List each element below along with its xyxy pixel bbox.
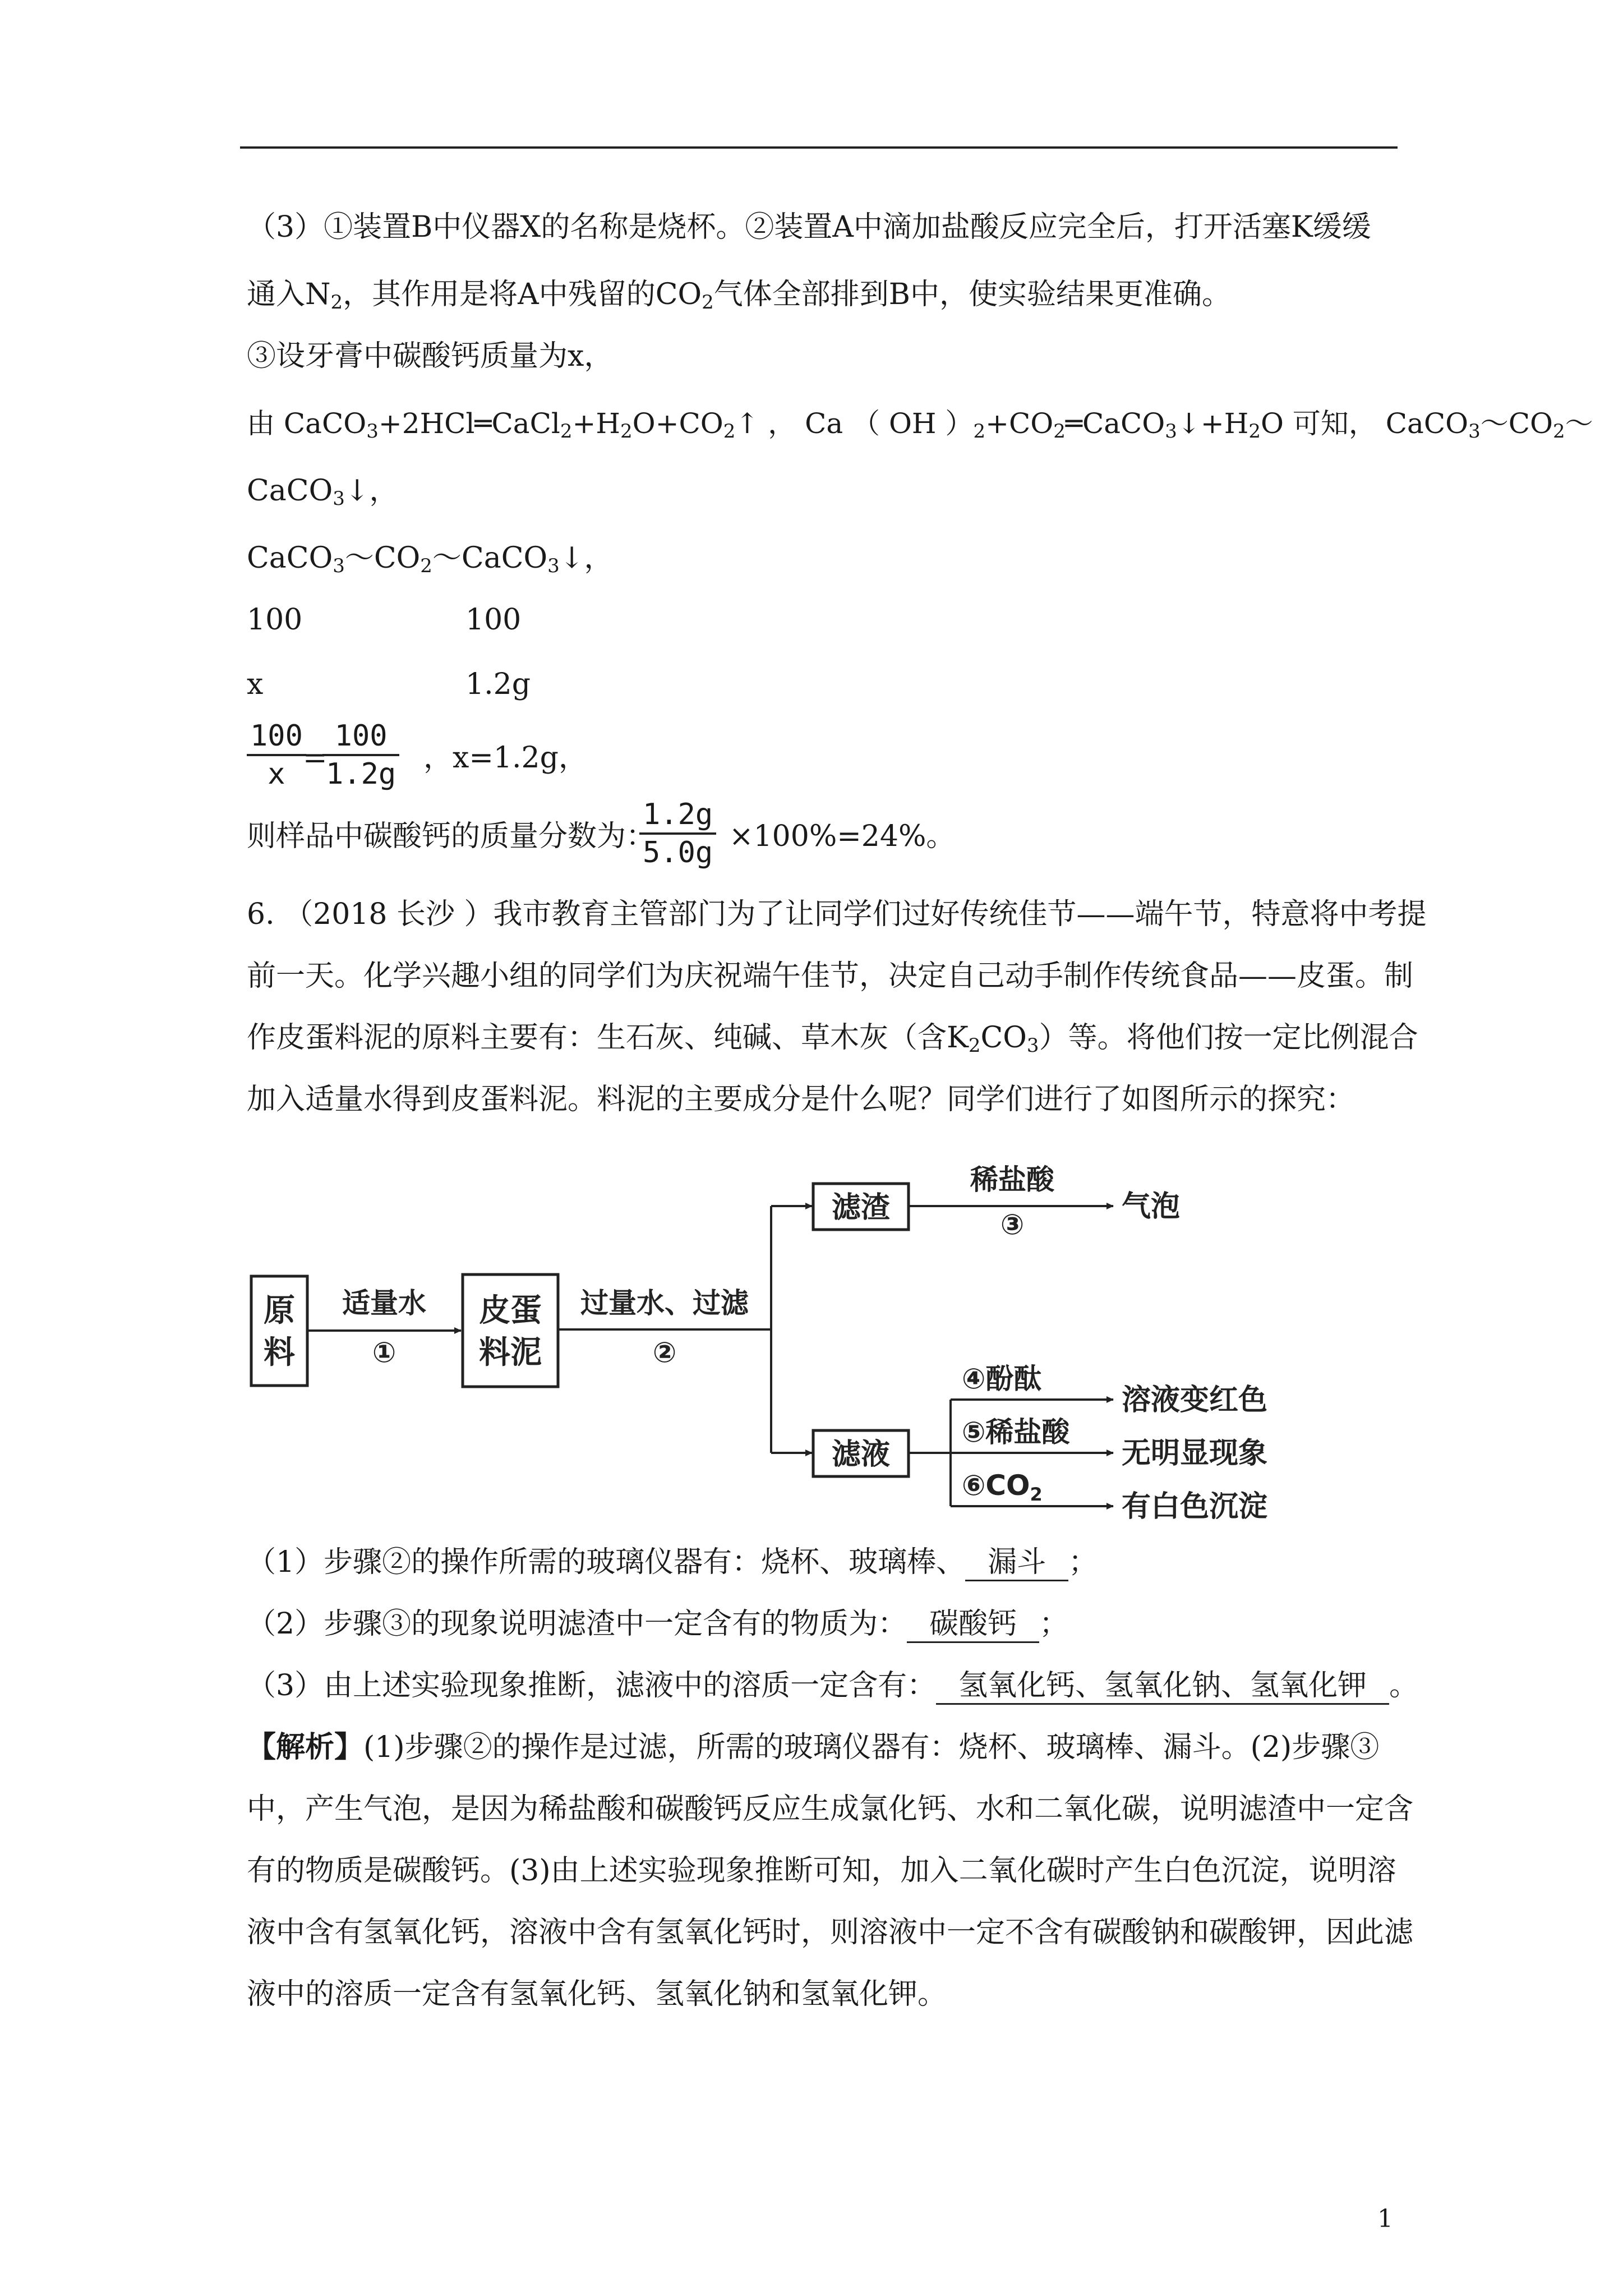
raw-material-char-2: 料	[264, 1335, 295, 1371]
answer-3: （3）由上述实验现象推断，滤液中的溶质一定含有： 氢氧化钙、氢氧化钠、氢氧化钾 。	[247, 1666, 1418, 1705]
answer-1: （1）步骤②的操作所需的玻璃仪器有：烧杯、玻璃棒、 漏斗 ；	[247, 1543, 1098, 1582]
egg-mud-line-2: 料泥	[479, 1335, 542, 1371]
mass-row-2-right: 1.2g	[465, 668, 531, 701]
question-6-line-2: 前一天。化学兴趣小组的同学们为庆祝端午佳节，决定自己动手制作传统食品——皮蛋。制	[247, 959, 1414, 993]
solution-line-2: 通入$N_2$，其作用是将A中残留的$CO_2$气体全部排到B中，使实验结果更准确。	[247, 278, 1231, 314]
explanation-line-3: 有的物质是碳酸钙。(3)由上述实验现象推断可知，加入二氧化碳时产生白色沉淀，说明溶	[247, 1854, 1396, 1888]
result-5: 无明显现象	[1122, 1437, 1268, 1470]
answer-1-blank: 漏斗	[965, 1545, 1068, 1581]
question-6-line-4: 加入适量水得到皮蛋料泥。料泥的主要成分是什么呢？同学们进行了如图所示的探究：	[247, 1083, 1355, 1116]
step-1-label: 适量水	[342, 1287, 426, 1319]
mass-row-1-right: 100	[465, 603, 522, 637]
solution-line-1: （3）①装置B中仪器X的名称是烧杯。②装置A中滴加盐酸反应完全后，打开活塞K缓缓	[247, 210, 1371, 244]
flow-diagram	[247, 1150, 1312, 1520]
step-3-number: ③	[1000, 1208, 1025, 1241]
step-2-number: ②	[652, 1336, 677, 1369]
answer-2-blank: 碳酸钙	[907, 1607, 1039, 1643]
mass-fraction-result: ×100%=24%。	[729, 820, 956, 853]
step-2-label: 过量水、过滤	[580, 1287, 749, 1319]
result-6: 有白色沉淀	[1122, 1490, 1268, 1520]
relation-line: $CaCO_3\sim CO_2\sim CaCO_3↓$，	[247, 541, 614, 577]
reaction-continuation: CaCO$_3$↓，	[247, 474, 399, 510]
step-3-label: 稀盐酸	[970, 1163, 1054, 1196]
solution-x: ，x=1.2g，	[423, 741, 588, 775]
header-rule	[240, 146, 1398, 149]
mass-fraction-prefix: 则样品中碳酸钙的质量分数为：	[247, 820, 656, 853]
explanation-line-1: 【解析】(1)步骤②的操作是过滤，所需的玻璃仪器有：烧杯、玻璃棒、漏斗。(2)步骤③	[247, 1730, 1380, 1764]
egg-mud-line-1: 皮蛋	[479, 1292, 542, 1329]
reaction-equation-line: 由 $CaCO_3+2HCl═CaCl_2+H_2O+CO_2↑$ ， Ca （ OH ）$_2+CO_2═CaCO_3↓+H_2O$ 可知， $CaCO_3\sim CO_2\sim$	[247, 407, 1593, 443]
result-4: 溶液变红色	[1122, 1383, 1268, 1417]
question-6-line-1: 6. （2018 长沙 ）我市教育主管部门为了让同学们过好传统佳节——端午节，特意将中考提	[247, 898, 1427, 931]
answer-3-blank: 氢氧化钙、氢氧化钠、氢氧化钾	[936, 1668, 1389, 1705]
raw-material-char-1: 原	[264, 1292, 295, 1329]
mass-row-2-left: x	[247, 668, 264, 701]
question-6-line-3: 作皮蛋料泥的原料主要有：生石灰、纯碱、草木灰（含$K_2CO_3$）等。将他们按一定比例混合	[247, 1021, 1418, 1057]
answer-2: （2）步骤③的现象说明滤渣中一定含有的物质为： 碳酸钙 ；	[247, 1604, 1068, 1644]
step-1-number: ①	[372, 1336, 396, 1369]
residue-label: 滤渣	[831, 1191, 891, 1225]
mass-row-1-left: 100	[247, 603, 303, 637]
explanation-line-4: 液中含有氢氧化钙，溶液中含有氢氧化钙时，则溶液中一定不含有碳酸钠和碳酸钾，因此滤	[247, 1916, 1414, 1949]
fraction-1: $\frac{100}{x}$	[247, 718, 306, 792]
explanation-tag: 【解析】	[247, 1730, 364, 1764]
fraction-2: $\frac{100}{1.2g}$	[322, 718, 399, 792]
explanation-line-5: 液中的溶质一定含有氢氧化钙、氢氧化钠和氢氧化钾。	[247, 1977, 947, 2011]
mass-fraction: $\frac{1.2g}{5.0g}$	[639, 797, 716, 871]
solution-line-3: ③设牙膏中碳酸钙质量为x，	[247, 339, 614, 373]
explanation-line-2: 中，产生气泡，是因为稀盐酸和碳酸钙反应生成氯化钙、水和二氧化碳，说明滤渣中一定含	[247, 1792, 1414, 1826]
page-number: 1	[1377, 2205, 1393, 2233]
equals-sign: =	[303, 741, 328, 775]
bubbles-result: 气泡	[1122, 1190, 1181, 1223]
filtrate-label: 滤液	[831, 1438, 891, 1471]
step-5-label: ⑤稀盐酸	[962, 1416, 1070, 1448]
step-6-label: $⑥CO_2$	[962, 1469, 1043, 1505]
step-4-label: ④酚酞	[962, 1363, 1042, 1395]
